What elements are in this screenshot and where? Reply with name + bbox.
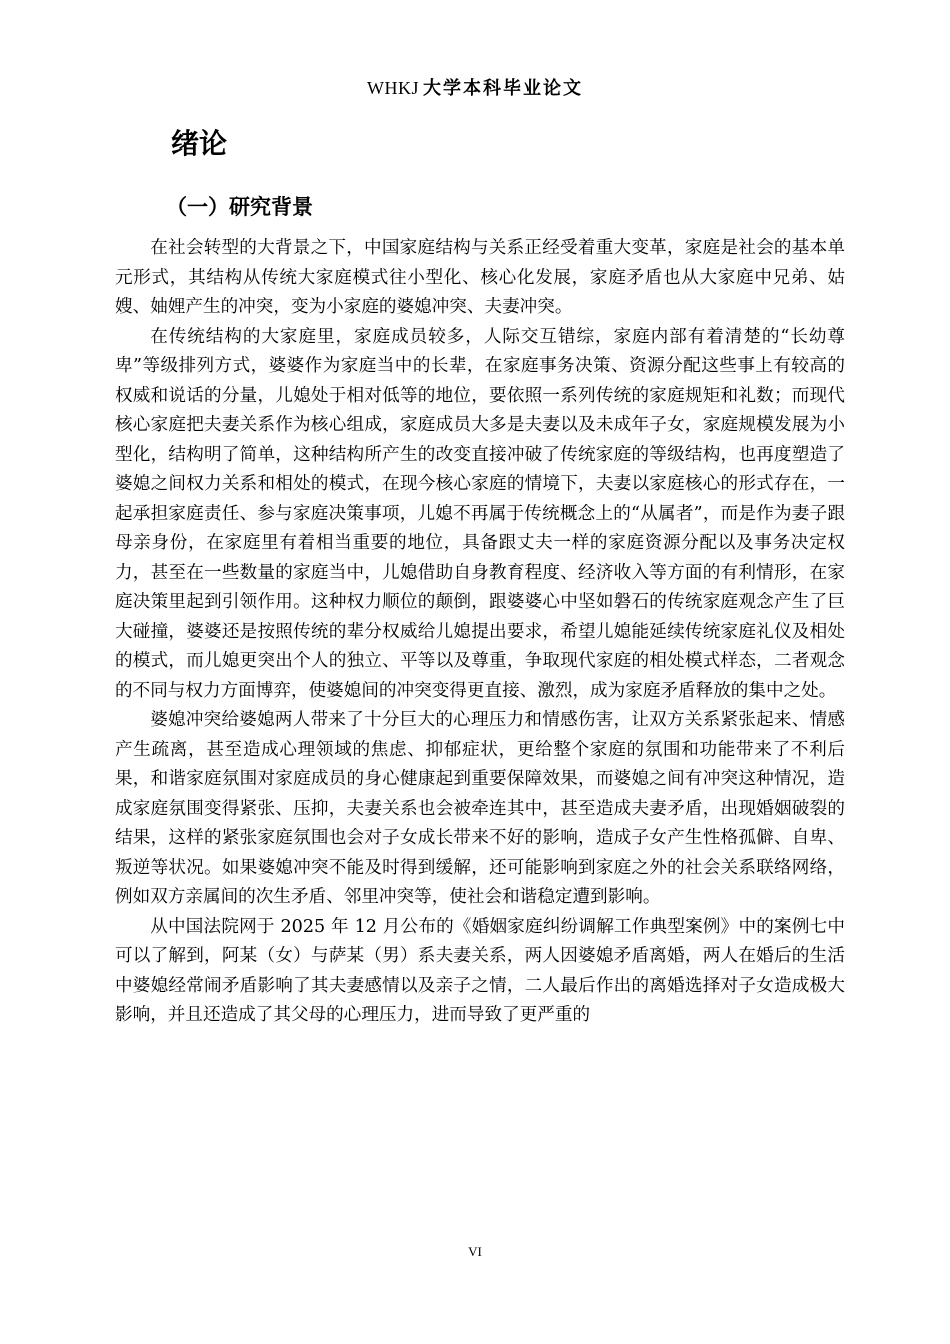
chapter-title: 绪论 xyxy=(171,127,228,160)
page-number: VI xyxy=(468,1244,482,1259)
header-title: 大学本科毕业论文 xyxy=(423,78,583,99)
header-brand: WHKJ xyxy=(367,78,419,98)
running-header xyxy=(0,74,950,100)
paragraph-3: 婆媳冲突给婆媳两人带来了十分巨大的心理压力和情感伤害，让双方关系紧张起来、情感产生疏离，甚至造成心理领域的焦虑、抑郁症状，更给整个家庭的氛围和功能带来了不利后果，和谐家庭氛围对家庭成员的身心健康起到重要保障效果，而婆媳之间有冲突这种情况，造成家庭氛围变得紧张、压抑，夫妻关系也会被牵连其中，甚至造成夫妻矛盾，出现婚姻破裂的结果，这样的紧张家庭氛围也会对子女成长带来不好的影响，造成子女产生性格孤僻、自卑、叛逆等状况。如果婆媳冲突不能及时得到缓解，还可能影响到家庭之外的社会关系联络网络，例如双方亲属间的次生矛盾、邻里冲突等，使社会和谐稳定遭到影响。 xyxy=(115,710,845,907)
section-title: （一）研究背景 xyxy=(166,195,313,219)
body-text xyxy=(115,234,845,1031)
paragraph-1: 在社会转型的大背景之下，中国家庭结构与关系正经受着重大变革，家庭是社会的基本单元形式，其结构从传统大家庭模式往小型化、核心化发展，家庭矛盾也从大家庭中兄弟、姑嫂、妯娌产生的冲突，变为小家庭的婆媳冲突、夫妻冲突。 xyxy=(115,238,845,317)
paragraph-4: 从中国法院网于 2025 年 12 月公布的《婚姻家庭纠纷调解工作典型案例》中的案例七中可以了解到，阿某（女）与萨某（男）系夫妻关系，两人因婆媳矛盾离婚，两人在婚后的生活中婆媳经常闹矛盾影响了其夫妻感情以及亲子之情，二人最后作出的离婚选择对子女造成极大影响，并且还造成了其父母的心理压力，进而导致了更严重的 xyxy=(115,916,845,1025)
paragraph-2: 在传统结构的大家庭里，家庭成员较多，人际交互错综，家庭内部有着清楚的“长幼尊卑”等级排列方式，婆婆作为家庭当中的长辈，在家庭事务决策、资源分配这些事上有较高的权威和说话的分量，儿媳处于相对低等的地位，要依照一系列传统的家庭规矩和礼数；而现代核心家庭把夫妻关系作为核心组成，家庭成员大多是夫妻以及未成年子女，家庭规模发展为小型化，结构明了简单，这种结构所产生的改变直接冲破了传统家庭的等级结构，也再度塑造了婆媳之间权力关系和相处的模式，在现今核心家庭的情境下，夫妻以家庭核心的形式存在，一起承担家庭责任、参与家庭决策事项，儿媳不再属于传统概念上的“从属者”，而是作为妻子跟母亲身份，在家庭里有着相当重要的地位，具备跟丈夫一样的家庭资源分配以及事务决定权力，甚至在一些数量的家庭当中，儿媳借助自身教育程度、经济收入等方面的有利情形，在家庭决策里起到引领作用。这种权力顺位的颠倒，跟婆婆心中坚如磐石的传统家庭观念产生了巨大碰撞，婆婆还是按照传统的辈分权威给儿媳提出要求，希望儿媳能延续传统家庭礼仪及相处的模式，而儿媳更突出个人的独立、平等以及尊重，争取现代家庭的相处模式样态，二者观念的不同与权力方面博弈，使婆媳间的冲突变得更直接、激烈，成为家庭矛盾释放的集中之处。 xyxy=(115,326,845,701)
